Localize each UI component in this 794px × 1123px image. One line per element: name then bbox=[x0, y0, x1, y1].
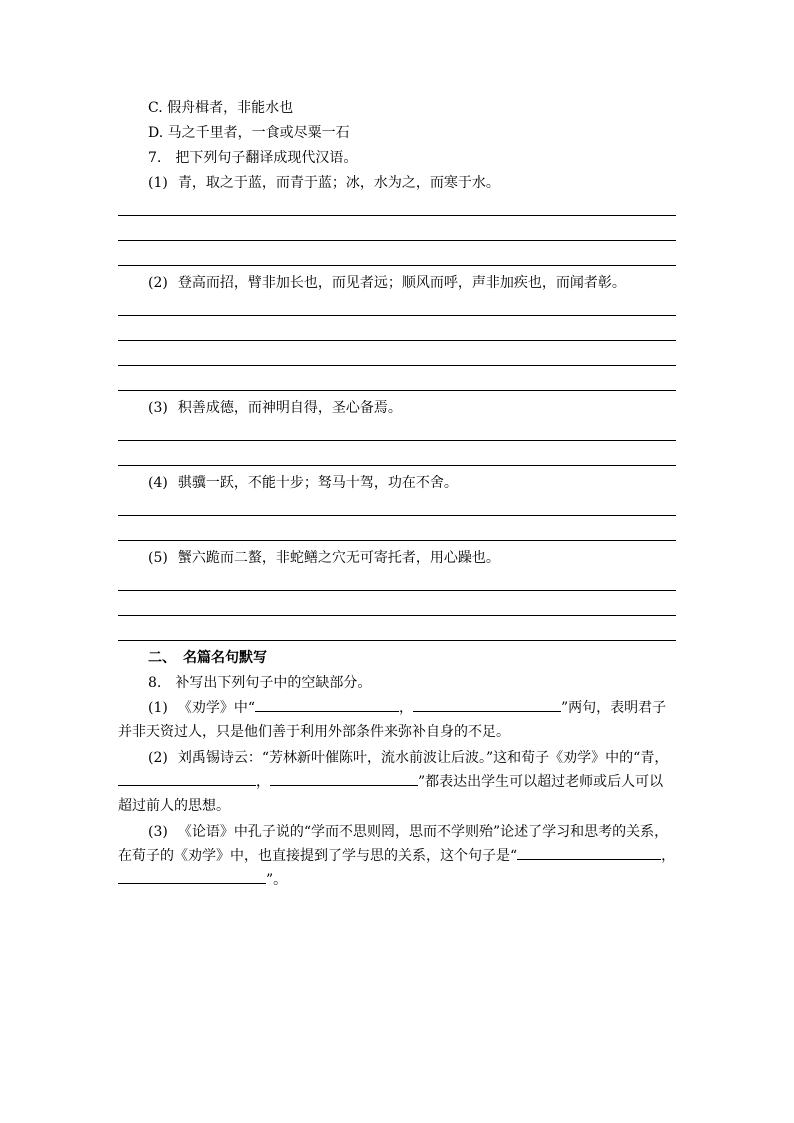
fill-blank[interactable] bbox=[270, 771, 418, 786]
fill-blank[interactable] bbox=[118, 771, 256, 786]
answer-line[interactable] bbox=[118, 265, 676, 266]
fill-blank[interactable] bbox=[255, 697, 399, 712]
question-8-item-2 bbox=[118, 746, 676, 818]
question-8-item-1 bbox=[118, 696, 676, 744]
item-text: ”。 bbox=[266, 872, 288, 888]
answer-line[interactable] bbox=[118, 640, 676, 641]
section-heading: 二、 名篇名句默写 bbox=[148, 650, 267, 666]
answer-line[interactable] bbox=[118, 315, 676, 316]
item-text: 骐骥一跃，不能十步；驽马十驾，功在不舍。 bbox=[177, 475, 458, 491]
question-7-item-3 bbox=[148, 398, 402, 418]
item-number: (1) bbox=[148, 700, 168, 716]
question-7-item-4 bbox=[148, 473, 458, 493]
fill-blank[interactable] bbox=[413, 697, 561, 712]
item-number: (5) bbox=[148, 550, 168, 566]
item-text: 积善成德，而神明自得，圣心备焉。 bbox=[177, 400, 402, 416]
fill-blank[interactable] bbox=[118, 869, 266, 884]
fill-blank[interactable] bbox=[517, 845, 661, 860]
item-number: (2) bbox=[148, 750, 168, 766]
item-number: (2) bbox=[148, 275, 168, 291]
separator: ， bbox=[399, 700, 414, 716]
answer-line[interactable] bbox=[118, 440, 676, 441]
answer-line[interactable] bbox=[118, 390, 676, 391]
answer-line[interactable] bbox=[118, 540, 676, 541]
item-text: ”都表达出学生可以超过老师或后人可以超过前人的思想。 bbox=[118, 774, 664, 814]
question-7-item-1 bbox=[148, 173, 500, 193]
question-8-prompt: 8. 补写出下列句子中的空缺部分。 bbox=[148, 675, 372, 691]
item-text: 青，取之于蓝，而青于蓝；冰，水为之，而寒于水。 bbox=[177, 175, 500, 191]
question-7-item-2 bbox=[148, 273, 626, 293]
item-number: (4) bbox=[148, 475, 168, 491]
option-c: C. 假舟楫者，非能水也 bbox=[148, 100, 294, 116]
separator: ， bbox=[661, 848, 676, 864]
answer-line[interactable] bbox=[118, 240, 676, 241]
item-number: (3) bbox=[148, 400, 168, 416]
question-8-item-3 bbox=[118, 820, 676, 892]
question-7-item-5 bbox=[148, 548, 500, 568]
answer-line[interactable] bbox=[118, 465, 676, 466]
item-text: 刘禹锡诗云：“芳林新叶催陈叶，流水前波让后波。”这和荀子《劝学》中的“青， bbox=[177, 750, 669, 766]
item-number: (1) bbox=[148, 175, 168, 191]
answer-line[interactable] bbox=[118, 340, 676, 341]
item-text: 蟹六跪而二螯，非蛇鳝之穴无可寄托者，用心躁也。 bbox=[177, 550, 500, 566]
separator: ， bbox=[256, 774, 270, 790]
answer-line[interactable] bbox=[118, 615, 676, 616]
question-7-prompt: 7. 把下列句子翻译成现代汉语。 bbox=[148, 150, 358, 166]
answer-line[interactable] bbox=[118, 590, 676, 591]
item-text: ”两句，表明君子并非天资过人，只是他们善于利用外部条件来弥补自身的不足。 bbox=[118, 700, 667, 740]
item-text: 登高而招，臂非加长也，而见者远；顺风而呼，声非加疾也，而闻者彰。 bbox=[177, 275, 626, 291]
answer-line[interactable] bbox=[118, 365, 676, 366]
option-d: D. 马之千里者，一食或尽粟一石 bbox=[148, 125, 350, 141]
answer-line[interactable] bbox=[118, 515, 676, 516]
item-text: 《劝学》中“ bbox=[177, 700, 256, 716]
item-number: (3) bbox=[148, 824, 168, 840]
item-text: 《论语》中孔子说的“学而不思则罔，思而不学则殆”论述了学习和思考的关系，在荀子的《劝学》中，也直接提到了学与思的关系，这个句子是“ bbox=[118, 824, 669, 864]
answer-line[interactable] bbox=[118, 215, 676, 216]
